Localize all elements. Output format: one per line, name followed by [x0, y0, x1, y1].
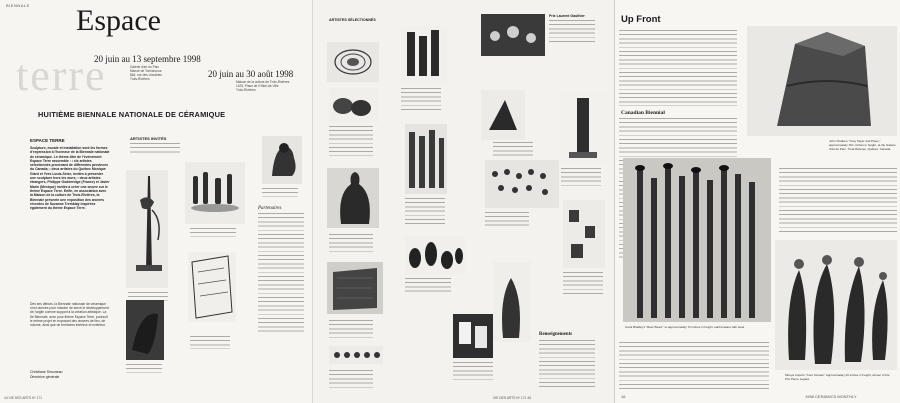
caption-lines — [262, 188, 298, 197]
venue-2-line: 1425, Place de l'Hôtel-de-Ville — [236, 84, 279, 88]
venue-2 — [236, 80, 306, 92]
section-tag: BIENNALE — [6, 3, 30, 8]
sidebar-text: Sculpture, murale et installation sont les formes d'expression à l'honneur de la Biennale nationale de céramique. Le thème-titre de l'événement Espace Terre rassemble : • six artistes sélectionnés provenant de différentes provinces du Canada; • deux artistes du Québec Monique Giard et Yves Louis-Seize, invités à présenter une sculpture hors les murs; • deux artistes étrangers, Philippe Godderidge (France) et Javier Marín (Mexique) invités à créer une œuvre sur le thème Espace Terre. Enfin, en association avec la Maison de la culture de Trois-Rivières, la Biennale présente une exposition des œuvres récentes de Suzanne Tremblay inspirées également du thème Espace Terre. — [30, 146, 110, 211]
caption — [453, 362, 497, 380]
caption — [405, 198, 453, 224]
right-page — [614, 0, 900, 403]
cunt-scream-photo — [775, 240, 897, 370]
caption-lines — [329, 234, 373, 252]
caption — [485, 212, 535, 226]
caption-lines — [453, 362, 493, 380]
invited-list — [130, 143, 180, 155]
stacked-pieces-photo — [401, 26, 447, 84]
sidebar-title: ESPACE TERRE — [30, 138, 65, 143]
caption-1: John Chalke's "Grey Taper and Pipes," approximately 16¾ inches in height, at the Galerie d'art du Parc, Trois-Rivières, Québec, Canada. — [829, 139, 896, 151]
article-column-4 — [619, 342, 769, 390]
prize-label: Prix Laurent Gauthier — [549, 14, 585, 18]
watermark-text: terre — [16, 51, 107, 100]
left-page — [0, 0, 312, 403]
dates-1: 20 juin au 13 septembre 1998 — [94, 54, 201, 64]
dots-installation-photo — [485, 160, 559, 208]
caption-lines — [329, 370, 373, 388]
rings-photo — [327, 42, 379, 82]
page-footer: 44 VIE DES ARTS Nº 171 — [4, 396, 42, 400]
caption — [405, 278, 457, 292]
caption — [126, 364, 166, 373]
vessels-photo — [185, 162, 245, 224]
renseignements-text — [539, 340, 595, 388]
page-title: Espace — [76, 4, 161, 37]
article-column-1 — [619, 30, 737, 106]
caption-lines — [493, 142, 533, 156]
caption — [190, 228, 240, 237]
caption-lines — [329, 320, 373, 338]
dates-2: 20 juin au 30 août 1998 — [208, 69, 294, 79]
biennale-heading: HUITIÈME BIENNALE NATIONALE DE CÉRAMIQUE — [38, 110, 226, 119]
caption-3: Mireya Cupel's "Cunt Scream" approximately 46 inches in height, winner of the Prix Pierre Legaré. — [785, 373, 890, 381]
prize-text — [549, 20, 595, 42]
article-column-3 — [779, 168, 897, 234]
venue-1-line: 864, rue des Ursulines — [130, 73, 162, 77]
caption-lines — [190, 228, 236, 237]
caption — [329, 126, 381, 156]
wall-photo — [327, 262, 383, 314]
cups-photo — [453, 314, 493, 358]
tall-vessel-photo — [493, 262, 531, 342]
caption — [561, 168, 607, 186]
dark-forms-photo — [405, 236, 465, 274]
caption-lines — [561, 168, 601, 186]
caption — [563, 272, 609, 294]
partners-label: Partenaires — [258, 206, 282, 211]
partners-list — [258, 213, 304, 333]
caption — [190, 336, 236, 349]
middle-page — [312, 0, 615, 403]
shelf-photo — [563, 200, 605, 268]
caption-lines — [405, 278, 451, 292]
caption-lines — [563, 272, 603, 294]
selected-label: ARTISTES SÉLECTIONNÉS — [329, 18, 376, 22]
renseignements-heading: Renseignements — [539, 332, 573, 337]
caption-lines — [485, 212, 529, 226]
caption-lines — [329, 126, 373, 156]
sidebar-text-2: Dès ses débuts, la Biennale nationale de céramique s'est donnée pour mission de servir le développement de l'argile comme support à la création artistique. La 8e Biennale, avec pour thème Espace Terre, poursuit le même projet en exposant des œuvres de lieu, de volume, ainsi que de territoires intérieur et extérieur. — [30, 302, 109, 328]
sculpture-photo — [126, 170, 168, 288]
architecture-photo — [188, 252, 236, 322]
venue-1 — [130, 65, 190, 81]
caption-lines — [405, 198, 445, 224]
bowls-photo — [329, 88, 379, 122]
figure-photo — [262, 136, 302, 184]
caption-lines — [126, 364, 162, 373]
caption-lines — [401, 88, 441, 110]
caption — [262, 188, 304, 197]
caption — [401, 88, 449, 110]
vase-photo — [327, 168, 379, 228]
canadian-biennial-heading: Canadian Biennial — [621, 110, 665, 116]
invited-label: ARTISTES INVITÉS — [130, 136, 167, 141]
caption — [329, 370, 381, 388]
venue-1-line: Galerie d'art du Parc — [130, 65, 160, 69]
balanced-form-photo — [481, 90, 525, 140]
signature-role: Directrice générale — [30, 375, 60, 379]
grey-taper-photo — [747, 26, 897, 136]
caption — [329, 320, 381, 338]
up-front-heading: Up Front — [621, 14, 661, 25]
page-footer: 1998 CERAMICS MONTHLY — [805, 394, 857, 399]
caption — [493, 142, 539, 156]
caption-2: Carol Bradley's "Reel Weed," to approximately 72 inches in height, earthenware with steel. — [625, 325, 746, 329]
installation-photo — [481, 14, 545, 56]
venue-2-line: Maison de la culture de Trois-Rivières — [236, 80, 290, 84]
caption — [329, 234, 381, 252]
venue-2-line: Trois-Rivières — [236, 88, 256, 92]
caption-lines — [190, 336, 230, 349]
tower-photo — [559, 92, 607, 164]
reel-weed-photo — [623, 158, 771, 322]
page-footer: VIE DES ARTS Nº 171 45 — [493, 396, 531, 400]
beads-photo — [329, 346, 383, 364]
signature-name: Christiane Simoneau — [30, 370, 63, 374]
dark-sculpture-photo — [126, 300, 164, 360]
venue-1-line: Manoir de Tonnancour — [130, 69, 162, 73]
columns-photo — [405, 124, 447, 194]
venue-1-line: Trois-Rivières — [130, 77, 150, 81]
page-number: 16 — [621, 394, 626, 399]
